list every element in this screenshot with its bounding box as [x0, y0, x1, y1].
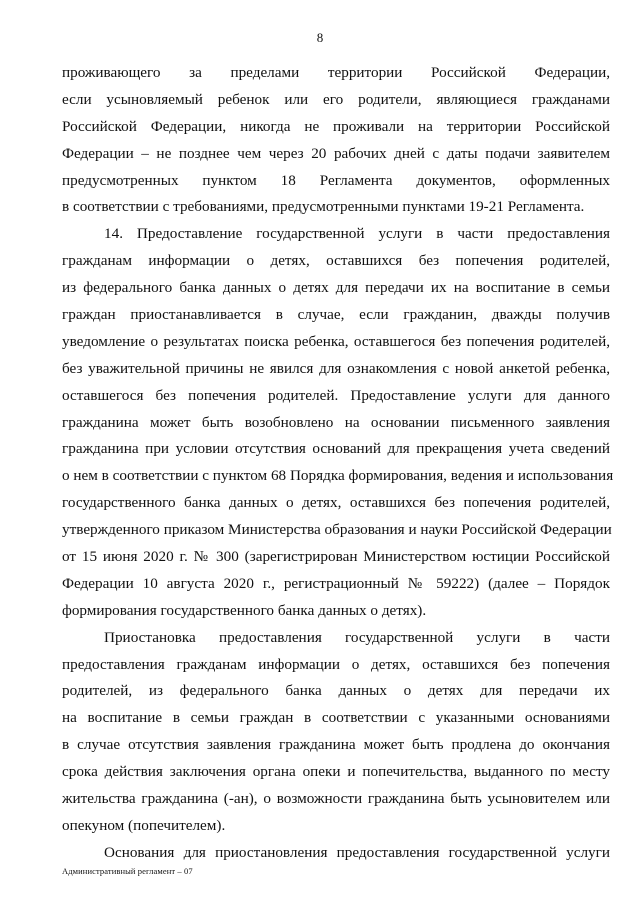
text-line: 14. Предоставление государственной услуги в части предоставления [104, 225, 610, 243]
paragraph-grounds [62, 840, 610, 867]
text-line: гражданина может быть возобновлено на основании письменного заявления [62, 413, 610, 431]
text-line: Федерации – не позднее чем через 20 рабочих дней с даты подачи заявителем [62, 144, 610, 162]
text-line: без уважительной причины не явился для ознакомления с новой анкетой ребенка, [62, 359, 610, 377]
text-line: жительства гражданина (-ан), о возможности гражданина быть усыновителем или [62, 790, 610, 808]
text-line: о нем в соответствии с пунктом 68 Порядка формирования, ведения и использования [62, 467, 614, 485]
text-line: в случае отсутствия заявления гражданина может быть продлена до окончания [62, 736, 610, 754]
text-line: родителей, из федерального банка данных о детях для передачи их [62, 682, 610, 700]
text-line: государственного банка данных о детях, оставшихся без попечения родителей, [62, 494, 610, 512]
text-line: предоставления гражданам информации о детях, оставшихся без попечения [62, 655, 610, 673]
text-line: проживающего за пределами территории Российской Федерации, [62, 64, 610, 81]
text-line: предусмотренных пунктом 18 Регламента документов, оформленных [62, 171, 610, 189]
text-line: гражданина при условии отсутствия оснований для прекращения учета сведений [62, 440, 610, 458]
text-line: утвержденного приказом Министерства образования и науки Российской Федерации [62, 521, 612, 539]
text-line: срока действия заключения органа опеки и попечительства, выданного по месту [62, 763, 610, 781]
text-line: Российской Федерации, никогда не проживали на территории Российской [62, 117, 610, 135]
text-line: гражданам информации о детях, оставшихся без попечения родителей, [62, 252, 610, 270]
page-number: 8 [316, 30, 324, 45]
paragraph-1 [62, 60, 610, 221]
text-line: граждан приостанавливается в случае, если гражданин, дважды получив [62, 306, 610, 324]
text-line: от 15 июня 2020 г. № 300 (зарегистрирован Министерством юстиции Российской [62, 548, 610, 566]
text-line: Основания для приостановления предоставления государственной услуги [104, 843, 610, 861]
text-line: формирования государственного банка данных о детях). [62, 601, 427, 619]
text-line: оставшегося без попечения родителей. Предоставление услуги для данного [62, 386, 610, 404]
paragraph-suspension [62, 625, 610, 840]
text-line: Федерации 10 августа 2020 г., регистрационный № 59222) (далее – Порядок [62, 574, 610, 592]
text-line: уведомление о результатах поиска ребенка, оставшегося без попечения родителей, [62, 332, 610, 350]
document-body [62, 60, 614, 867]
text-line: опекуном (попечителем). [62, 816, 226, 834]
text-line: Приостановка предоставления государственной услуги в части [104, 628, 610, 646]
footer-note: Административный регламент – 07 [62, 866, 193, 876]
text-line: если усыновляемый ребенок или его родители, являющиеся гражданами [62, 90, 610, 108]
paragraph-14 [62, 221, 614, 624]
text-line: на воспитание в семьи граждан в соответствии с указанными основаниями [62, 709, 610, 727]
text-line: из федерального банка данных о детях для передачи их на воспитание в семьи [62, 279, 610, 297]
text-line: в соответствии с требованиями, предусмотренными пунктами 19-21 Регламента. [62, 198, 585, 216]
